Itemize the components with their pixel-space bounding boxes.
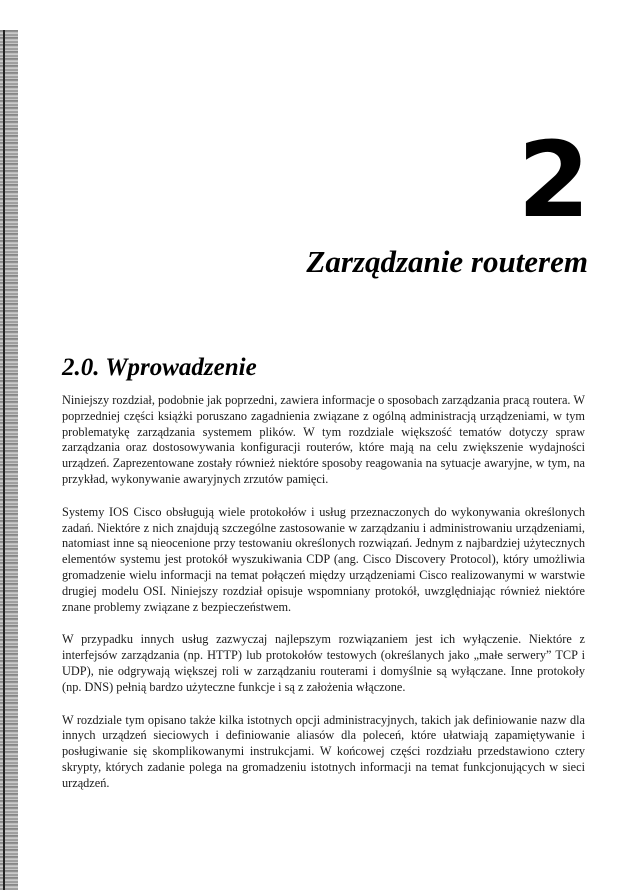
paragraph-1: Niniejszy rozdział, podobnie jak poprzedni, zawiera informacje o sposobach zarządzania pracą routera. W poprzedniej części książki poruszano zagadnienia związane z ogólną administracją urządzeniami, w tym problematykę zarządzania systemem plików. W tym rozdziale większość tematów dotyczy spraw zarządzania oraz dostosowywania konfiguracji routerów, które mają na celu zwiększenie wydajności urządzeń. Zaprezentowane zostały również niektóre sposoby reagowania na sytuacje awaryjne, w tym, na przykład, wykonywanie awaryjnych zrzutów pamięci.: [62, 393, 585, 486]
body-text: [62, 393, 585, 809]
page-binding-line: [3, 30, 5, 890]
chapter-number: 2: [517, 119, 590, 241]
paragraph-4: W rozdziale tym opisano także kilka istotnych opcji administracyjnych, takich jak definiowanie nazw dla innych urządzeń sieciowych i definiowanie aliasów dla poleceń, które ułatwiają zapamiętywanie i posługiwanie się skomplikowanymi instrukcjami. W końcowej części rozdziału przedstawiono cztery skrypty, których zadanie polega na gromadzeniu istotnych informacji na temat funkcjonujących w sieci urządzeń.: [62, 712, 585, 790]
paragraph-3: W przypadku innych usług zazwyczaj najlepszym rozwiązaniem jest ich wyłączenie. Niektóre z interfejsów zarządzania (np. HTTP) lub protokołów testowych (określanych jako „małe serwery” TCP i UDP), nie odgrywają większej roli w zarządzaniu routerami i domyślnie są wyłączane. Inne protokoły (np. DNS) pełnią bardzo użyteczne funkcje i są z założenia włączone.: [62, 632, 585, 694]
section-heading: 2.0. Wprowadzenie: [62, 354, 257, 381]
chapter-title: Zarządzanie routerem: [306, 244, 588, 279]
paragraph-2: Systemy IOS Cisco obsługują wiele protokołów i usług przeznaczonych do wykonywania określonych zadań. Niektóre z nich znajdują szczególne zastosowanie w zarządzaniu i administrowaniu urządzeniami, natomiast inne są nieocenione przy testowaniu określonych rozwiązań. Jednym z najbardziej użytecznych elementów systemu jest protokół wyszukiwania CDP (ang. Cisco Discovery Protocol), który umożliwia gromadzenie wielu informacji na temat połączeń między urządzeniami Cisco realizowanymi w warstwie drugiej modelu OSI. Niniejszy rozdział opisuje wspomniany protokół, uwzględniając również niektóre znane problemy związane z bezpieczeństwem.: [62, 504, 585, 614]
